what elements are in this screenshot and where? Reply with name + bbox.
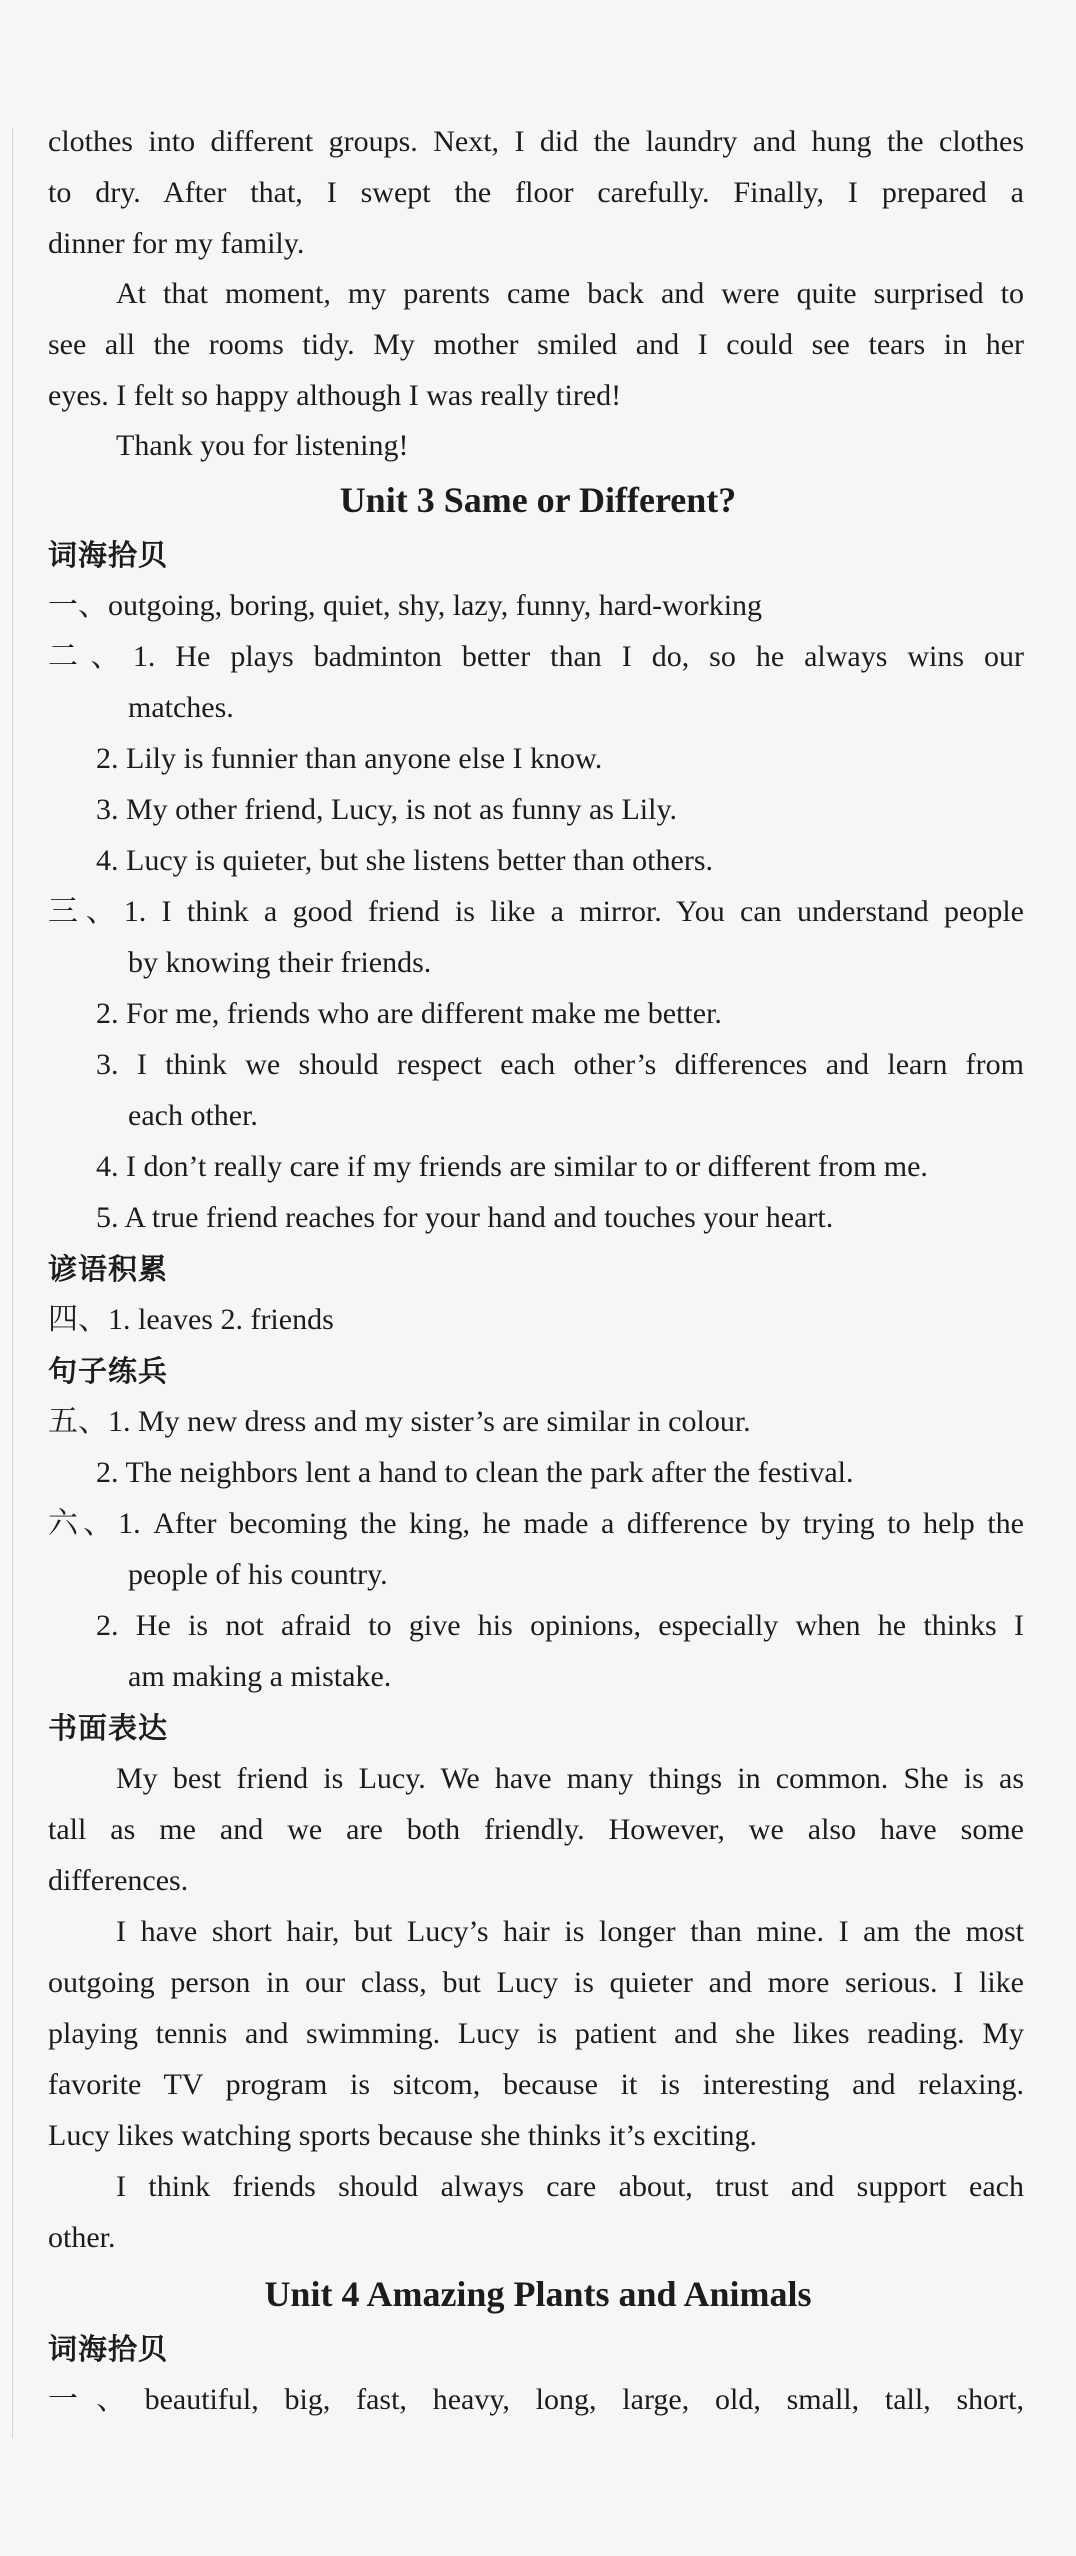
answer-line: people of his country. xyxy=(128,1558,388,1591)
essay-line: Lucy likes watching sports because she thinks it’s exciting. xyxy=(48,2119,758,2152)
section-heading: 词海拾贝 xyxy=(48,538,169,572)
answer-line: by knowing their friends. xyxy=(128,946,432,979)
text-line: eyes. I felt so happy although I was really tired! xyxy=(48,379,622,412)
essay-line: I have short hair, but Lucy’s hair is longer than mine. I am the most xyxy=(116,1915,1024,1948)
essay-line: I think friends should always care about, trust and support each xyxy=(116,2170,1024,2203)
answer-line: 2. The neighbors lent a hand to clean the park after the festival. xyxy=(96,1456,854,1489)
closing-line: Thank you for listening! xyxy=(116,429,409,462)
section-heading: 词海拾贝 xyxy=(48,2332,169,2366)
answer-line: 4. I don’t really care if my friends are similar to or different from me. xyxy=(96,1150,928,1183)
answer-line: 二、1. He plays badminton better than I do, so he always wins our xyxy=(48,640,1024,673)
answer-line: 四、1. leaves 2. friends xyxy=(48,1303,334,1336)
margin-line xyxy=(12,128,13,2438)
unit-title: Unit 4 Amazing Plants and Animals xyxy=(264,2274,812,2314)
answer-line: 3. My other friend, Lucy, is not as funny as Lily. xyxy=(96,793,678,826)
section-heading: 句子练兵 xyxy=(48,1354,169,1388)
section-heading: 谚语积累 xyxy=(48,1252,169,1286)
essay-line: My best friend is Lucy. We have many things in common. She is as xyxy=(116,1762,1024,1795)
essay-line: tall as me and we are both friendly. However, we also have some xyxy=(48,1813,1024,1846)
unit-title: Unit 3 Same or Different? xyxy=(339,480,737,520)
essay-line: differences. xyxy=(48,1864,189,1897)
text-line: clothes into different groups. Next, I did the laundry and hung the clothes xyxy=(48,125,1024,158)
answer-line: matches. xyxy=(128,691,234,724)
section-heading: 书面表达 xyxy=(48,1711,169,1745)
answer-line: each other. xyxy=(128,1099,258,1132)
answer-line: 2. He is not afraid to give his opinions, especially when he thinks I xyxy=(96,1609,1024,1642)
answer-line: 三、1. I think a good friend is like a mirror. You can understand people xyxy=(48,895,1024,928)
text-line: dinner for my family. xyxy=(48,227,305,260)
answer-line: 4. Lucy is quieter, but she listens better than others. xyxy=(96,844,713,877)
text-line: to dry. After that, I swept the floor carefully. Finally, I prepared a xyxy=(48,176,1024,209)
essay-line: favorite TV program is sitcom, because it is interesting and relaxing. xyxy=(48,2068,1024,2101)
answer-line: 一、beautiful, big, fast, heavy, long, large, old, small, tall, short, xyxy=(48,2383,1024,2416)
answer-line: 5. A true friend reaches for your hand and touches your heart. xyxy=(96,1201,834,1234)
essay-line: outgoing person in our class, but Lucy is quieter and more serious. I like xyxy=(48,1966,1024,1999)
essay-line: other. xyxy=(48,2221,116,2254)
answer-line: am making a mistake. xyxy=(128,1660,392,1693)
answer-line: 3. I think we should respect each other’s differences and learn from xyxy=(96,1048,1024,1081)
answer-line: 五、1. My new dress and my sister’s are similar in colour. xyxy=(48,1405,751,1438)
answer-line: 一、outgoing, boring, quiet, shy, lazy, funny, hard-working xyxy=(48,589,763,622)
text-line: At that moment, my parents came back and were quite surprised to xyxy=(116,277,1024,310)
answer-line: 六、1. After becoming the king, he made a difference by trying to help the xyxy=(48,1507,1024,1540)
text-line: see all the rooms tidy. My mother smiled and I could see tears in her xyxy=(48,328,1024,361)
essay-line: playing tennis and swimming. Lucy is patient and she likes reading. My xyxy=(48,2017,1024,2050)
answer-line: 2. Lily is funnier than anyone else I know. xyxy=(96,742,603,775)
answer-line: 2. For me, friends who are different make me better. xyxy=(96,997,722,1030)
